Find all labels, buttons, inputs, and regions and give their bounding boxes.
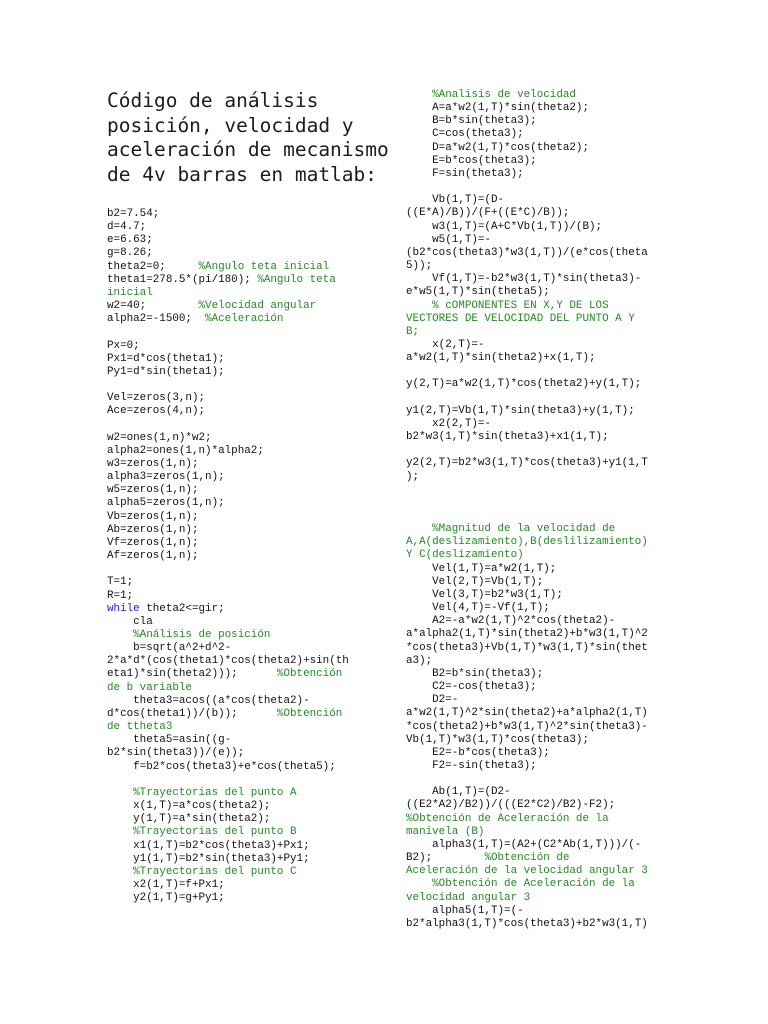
code-comment: %Magnitud de la velocidad de (406, 523, 616, 536)
code-line (107, 261, 392, 274)
code-text: 5)); (406, 260, 433, 273)
code-line (406, 115, 661, 128)
code-text: *cos(theta2)+b*w3(1,T)^2*sin(theta3)- (406, 720, 648, 733)
code-line (107, 405, 392, 418)
code-text: alpha3(1,T)=(A2+(C2*Ab(1,T)))/(- (406, 838, 642, 851)
code-line (107, 853, 392, 866)
code-text: alpha2=-1500; (107, 313, 206, 326)
code-line (107, 603, 392, 616)
code-text: a*w2(1,T)^2*sin(theta2)+a*alpha2(1,T) (406, 707, 648, 720)
code-text: F2=-sin(theta3); (406, 759, 537, 772)
code-line (406, 878, 661, 891)
code-text: theta5=asin((g- (107, 734, 232, 747)
code-text: a*alpha2(1,T)*sin(theta2)+b*w3(1,T)^2 (406, 628, 648, 641)
code-comment: %Obtención de (484, 852, 570, 865)
code-text: (b2*cos(theta3)*w3(1,T))/(e*cos(theta (406, 246, 648, 259)
code-line (406, 313, 661, 326)
code-comment: %Trayectorias del punto A (107, 786, 297, 799)
code-line (107, 300, 392, 313)
matlab-code-right-column (406, 89, 661, 931)
code-line (107, 287, 392, 300)
document-title: Código de análisis posición, velocidad y aceleración de mecanismo de 4v barras en matlab: (107, 89, 389, 186)
code-comment: B; (406, 325, 420, 338)
code-text: cla (107, 615, 153, 628)
code-comment: %Análisis de posición (107, 629, 271, 641)
code-text: g=8.26; (107, 247, 153, 260)
code-line (107, 419, 392, 432)
code-line (107, 484, 392, 497)
code-comment: Aceleración de la velocidad angular 3 (406, 865, 648, 878)
code-line (107, 826, 392, 839)
code-line (107, 445, 392, 458)
code-comment: %Obtención (276, 668, 343, 681)
code-line (406, 576, 661, 589)
code-text: x2(2,T)=- (406, 417, 491, 430)
code-text: Vb=zeros(1,n); (107, 510, 199, 523)
code-line (406, 642, 661, 655)
code-line (406, 747, 661, 760)
code-line (107, 734, 392, 747)
code-line (107, 471, 392, 484)
code-text: Vel=zeros(3,n); (107, 392, 206, 405)
code-text: Vb(1,T)=(D- (406, 194, 505, 207)
code-text: Vel(4,T)=-Vf(1,T); (406, 602, 550, 615)
code-text: Vel(2,T)=Vb(1,T); (406, 575, 544, 588)
code-comment: manivela (B) (406, 825, 485, 838)
code-text: Vf(1,T)=-b2*w3(1,T)*sin(theta3)- (406, 273, 642, 286)
code-line (406, 694, 661, 707)
code-line (406, 628, 661, 641)
code-text: y2(2,T)=b2*w3(1,T)*cos(theta3)+y1(1,T (406, 457, 648, 470)
code-text: C2=-cos(theta3); (406, 681, 537, 694)
code-text: y(1,T)=a*sin(theta2); (107, 813, 271, 826)
code-text: e=6.63; (107, 234, 153, 247)
code-line (406, 102, 661, 115)
code-line (107, 616, 392, 629)
code-line (406, 510, 661, 523)
code-text: d*cos(theta1))/(b)); (107, 707, 277, 720)
code-text: w3(1,T)=(A+C*Vb(1,T))/(B); (406, 220, 603, 233)
code-text: ((E*A)/B))/(F+((E*C)/B)); (406, 207, 570, 220)
code-comment: %Trayectorias del punto B (107, 826, 297, 839)
code-text: Py1=d*sin(theta1); (107, 365, 225, 378)
code-comment: %Trayectorias del punto C (107, 865, 297, 878)
code-line (107, 511, 392, 524)
code-text: Ab(1,T)=(D2- (406, 786, 511, 799)
code-text: Vel(3,T)=b2*w3(1,T); (406, 588, 563, 601)
code-text: b2*sin(theta3))/(e)); (107, 747, 245, 760)
code-line (406, 760, 661, 773)
code-line (406, 615, 661, 628)
code-text: C=cos(theta3); (406, 128, 524, 141)
code-text: ((E2*A2)/B2))/(((E2*C2)/B2)-F2); (406, 799, 616, 812)
code-line (107, 813, 392, 826)
code-text: w3=zeros(1,n); (107, 457, 199, 470)
code-line (406, 865, 661, 878)
code-line (107, 576, 392, 589)
code-line (107, 892, 392, 905)
code-text: w5=zeros(1,n); (107, 484, 199, 497)
matlab-code-left-column (107, 208, 392, 905)
code-line (406, 484, 661, 497)
code-text: x(1,T)=a*cos(theta2); (107, 800, 271, 813)
code-comment: %Analisis de velocidad (406, 89, 576, 101)
code-line (107, 392, 392, 405)
code-line (107, 234, 392, 247)
code-line (107, 747, 392, 760)
code-text: x1(1,T)=b2*cos(theta3)+Px1; (107, 839, 310, 852)
code-line (406, 234, 661, 247)
code-text: theta2=0; (107, 260, 199, 273)
code-text: F=sin(theta3); (406, 167, 524, 180)
code-comment: velocidad angular 3 (406, 891, 531, 904)
code-line (107, 695, 392, 708)
code-text: Px1=d*cos(theta1); (107, 352, 225, 365)
code-text: a3); (406, 654, 433, 667)
code-text: d=4.7; (107, 221, 147, 234)
code-text: a*w2(1,T)*sin(theta2)+x(1,T); (406, 352, 596, 365)
code-line (406, 602, 661, 615)
code-text: 2*a*d*(cos(theta1)*cos(theta2)+sin(th (107, 655, 349, 668)
code-line (406, 668, 661, 681)
code-text: b2*w3(1,T)*sin(theta3)+x1(1,T); (406, 431, 609, 444)
code-comment: %Aceleración (205, 313, 284, 326)
code-line (406, 918, 661, 931)
code-line (107, 537, 392, 550)
code-line (406, 826, 661, 839)
code-text: B2); (406, 852, 485, 865)
code-line (107, 221, 392, 234)
code-comment: inicial (107, 286, 153, 299)
code-line (107, 721, 392, 734)
code-text: y2(1,T)=g+Py1; (107, 892, 225, 905)
code-text: D=a*w2(1,T)*cos(theta2); (406, 141, 589, 154)
code-line (406, 300, 661, 313)
code-line (406, 128, 661, 141)
code-line (107, 708, 392, 721)
code-line (406, 89, 661, 102)
code-text: Ace=zeros(4,n); (107, 405, 206, 418)
code-text: D2=- (406, 694, 459, 707)
code-text: Vel(1,T)=a*w2(1,T); (406, 562, 557, 575)
code-line (107, 208, 392, 221)
code-line (107, 458, 392, 471)
code-line (406, 194, 661, 207)
code-line (107, 866, 392, 879)
code-text: y1(1,T)=b2*sin(theta3)+Py1; (107, 852, 310, 865)
code-line (406, 707, 661, 720)
code-line (107, 313, 392, 326)
code-text: y1(2,T)=Vb(1,T)*sin(theta3)+y(1,T); (406, 404, 635, 417)
code-line (107, 840, 392, 853)
code-comment: A,A(deslizamiento),B(deslilizamiento) (406, 536, 648, 549)
code-line (406, 471, 661, 484)
code-text: f=b2*cos(theta3)+e*cos(theta5); (107, 760, 336, 773)
code-text: b2=7.54; (107, 208, 160, 220)
code-line (107, 879, 392, 892)
code-line (107, 274, 392, 287)
code-comment: %Angulo teta inicial (198, 260, 330, 273)
code-line (406, 852, 661, 865)
code-line (406, 563, 661, 576)
code-line (406, 352, 661, 365)
code-text: w5(1,T)=- (406, 233, 491, 246)
code-line (406, 799, 661, 812)
code-text: Vf=zeros(1,n); (107, 536, 199, 549)
code-line (107, 497, 392, 510)
code-line (406, 273, 661, 286)
code-line (406, 418, 661, 431)
code-line (107, 761, 392, 774)
code-line (406, 536, 661, 549)
code-text: theta1=278.5*(pi/180); (107, 273, 258, 286)
code-line (406, 444, 661, 457)
code-line (107, 668, 392, 681)
code-line (107, 247, 392, 260)
code-line (406, 549, 661, 562)
code-text: B2=b*sin(theta3); (406, 667, 544, 680)
code-text: A2=-a*w2(1,T)^2*cos(theta2)- (406, 615, 616, 628)
code-text: x2(1,T)=f+Px1; (107, 878, 225, 891)
code-line (107, 787, 392, 800)
code-text: Af=zeros(1,n); (107, 550, 199, 563)
code-line (406, 155, 661, 168)
code-text: *cos(theta3)+Vb(1,T)*w3(1,T)*sin(thet (406, 641, 648, 654)
code-text: x(2,T)=- (406, 338, 485, 351)
code-text: Px=0; (107, 339, 140, 352)
code-line (406, 168, 661, 181)
code-line (107, 432, 392, 445)
code-text: Vb(1,T)*w3(1,T)*cos(theta3); (406, 733, 589, 746)
code-line (107, 642, 392, 655)
code-text: alpha2=ones(1,n)*alpha2; (107, 444, 264, 457)
code-text: B=b*sin(theta3); (406, 115, 537, 128)
code-text: Ab=zeros(1,n); (107, 523, 199, 536)
code-comment: de b variable (107, 681, 192, 694)
code-line (107, 340, 392, 353)
code-line (107, 774, 392, 787)
code-comment: % cOMPONENTES EN X,Y DE LOS (406, 299, 609, 312)
code-text: y(2,T)=a*w2(1,T)*cos(theta2)+y(1,T); (406, 378, 642, 391)
code-line (107, 326, 392, 339)
code-text: b=sqrt(a^2+d^2- (107, 642, 232, 655)
code-text: e*w5(1,T)*sin(theta5); (406, 286, 550, 299)
code-line (107, 379, 392, 392)
code-line (406, 365, 661, 378)
code-text: R=1; (107, 589, 134, 602)
code-line (406, 839, 661, 852)
code-text: alpha5(1,T)=(- (406, 904, 524, 917)
code-line (406, 589, 661, 602)
code-line (406, 405, 661, 418)
code-text: eta1)*sin(theta2))); (107, 668, 277, 681)
code-line (406, 681, 661, 694)
code-text: theta3=acos((a*cos(theta2)- (107, 694, 310, 707)
code-line (406, 734, 661, 747)
code-line (406, 260, 661, 273)
code-comment: Y C(deslizamiento) (406, 549, 524, 562)
code-line (406, 905, 661, 918)
code-line (406, 457, 661, 470)
code-text: alpha3=zeros(1,n); (107, 471, 225, 484)
code-line (406, 813, 661, 826)
code-comment: de ttheta3 (107, 721, 173, 734)
code-comment: %Angulo teta (257, 273, 336, 286)
code-line (107, 563, 392, 576)
code-line (406, 655, 661, 668)
code-line (406, 142, 661, 155)
code-line (107, 629, 392, 642)
code-line (406, 497, 661, 510)
code-line (406, 523, 661, 536)
code-text: T=1; (107, 576, 134, 589)
code-line (107, 524, 392, 537)
code-line (406, 786, 661, 799)
code-line (406, 326, 661, 339)
code-line (406, 339, 661, 352)
code-line (406, 247, 661, 260)
code-line (406, 286, 661, 299)
code-text: ); (406, 470, 420, 483)
code-line (107, 590, 392, 603)
code-comment: %Obtención (276, 707, 343, 720)
code-comment: %Velocidad angular (198, 300, 317, 313)
code-line (406, 721, 661, 734)
code-comment: VECTORES DE VELOCIDAD DEL PUNTO A Y (406, 312, 635, 325)
code-text: b2*alpha3(1,T)*cos(theta3)+b2*w3(1,T) (406, 917, 648, 930)
code-text: w2=ones(1,n)*w2; (107, 431, 212, 444)
code-line (107, 800, 392, 813)
code-text: A=a*w2(1,T)*sin(theta2); (406, 102, 589, 115)
code-line (107, 353, 392, 366)
code-line (406, 773, 661, 786)
code-text: w2=40; (107, 300, 199, 313)
code-line (406, 431, 661, 444)
code-line (107, 682, 392, 695)
code-text: alpha5=zeros(1,n); (107, 497, 225, 510)
code-comment: %Obtención de Aceleración de la (406, 812, 609, 825)
code-line (406, 378, 661, 391)
code-line (406, 892, 661, 905)
code-line (107, 550, 392, 563)
code-line (406, 221, 661, 234)
code-line (406, 207, 661, 220)
code-line (406, 181, 661, 194)
code-line (107, 366, 392, 379)
code-line (107, 655, 392, 668)
code-text: E=b*cos(theta3); (406, 154, 537, 167)
code-text: E2=-b*cos(theta3); (406, 746, 550, 759)
code-comment: %Obtención de Aceleración de la (406, 878, 635, 891)
code-keyword: while (107, 602, 140, 615)
code-line (406, 392, 661, 405)
code-text: theta2<=gir; (139, 602, 225, 615)
